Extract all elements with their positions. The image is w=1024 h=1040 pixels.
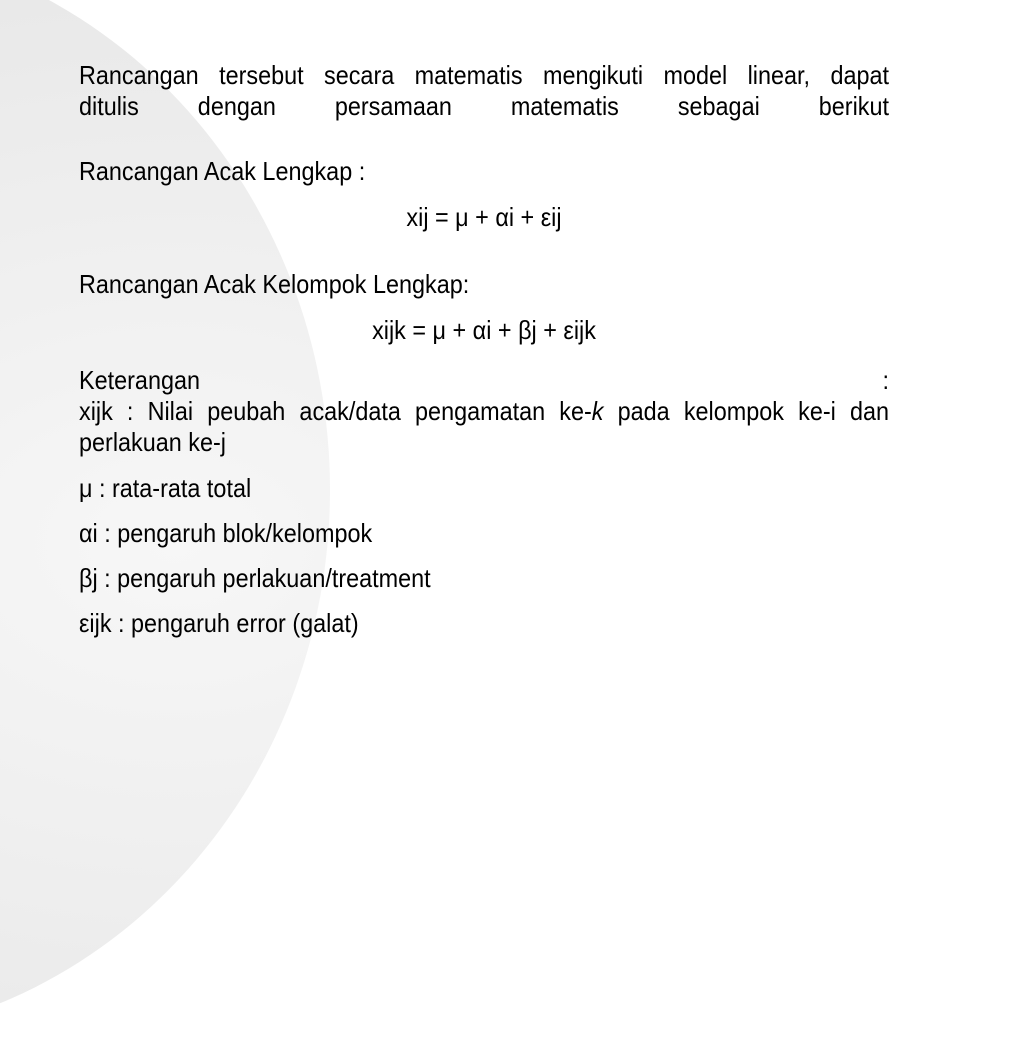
keterangan-colon: : <box>882 365 889 395</box>
intro-paragraph <box>79 60 889 122</box>
xijk-def-prefix: xijk : Nilai peubah acak/data pengamatan ke- <box>79 396 592 426</box>
slide-content <box>79 60 889 639</box>
rak-heading: Rancangan Acak Kelompok Lengkap: <box>79 269 470 299</box>
beta-definition: βj : pengaruh perlakuan/treatment <box>79 563 431 593</box>
epsilon-definition: εijk : pengaruh error (galat) <box>79 608 359 638</box>
xijk-def-suffix: pada kelompok ke-i dan perlakuan ke-j <box>79 396 889 457</box>
keterangan-label: Keterangan <box>79 365 201 395</box>
ral-heading: Rancangan Acak Lengkap : <box>79 156 366 186</box>
keterangan-heading <box>79 365 889 396</box>
xijk-definition <box>79 396 889 458</box>
xijk-def-k: k <box>591 396 604 426</box>
ral-formula: xij = μ + αi + εij <box>406 202 562 232</box>
alpha-definition: αi : pengaruh blok/kelompok <box>79 518 373 548</box>
rak-formula: xijk = μ + αi + βj + εijk <box>372 315 596 345</box>
intro-line-1: Rancangan tersebut secara matematis mengikuti model linear, dapat <box>79 60 889 90</box>
intro-line-2: ditulis dengan persamaan matematis sebagai berikut <box>79 91 889 121</box>
mu-definition: μ : rata-rata total <box>79 473 252 503</box>
